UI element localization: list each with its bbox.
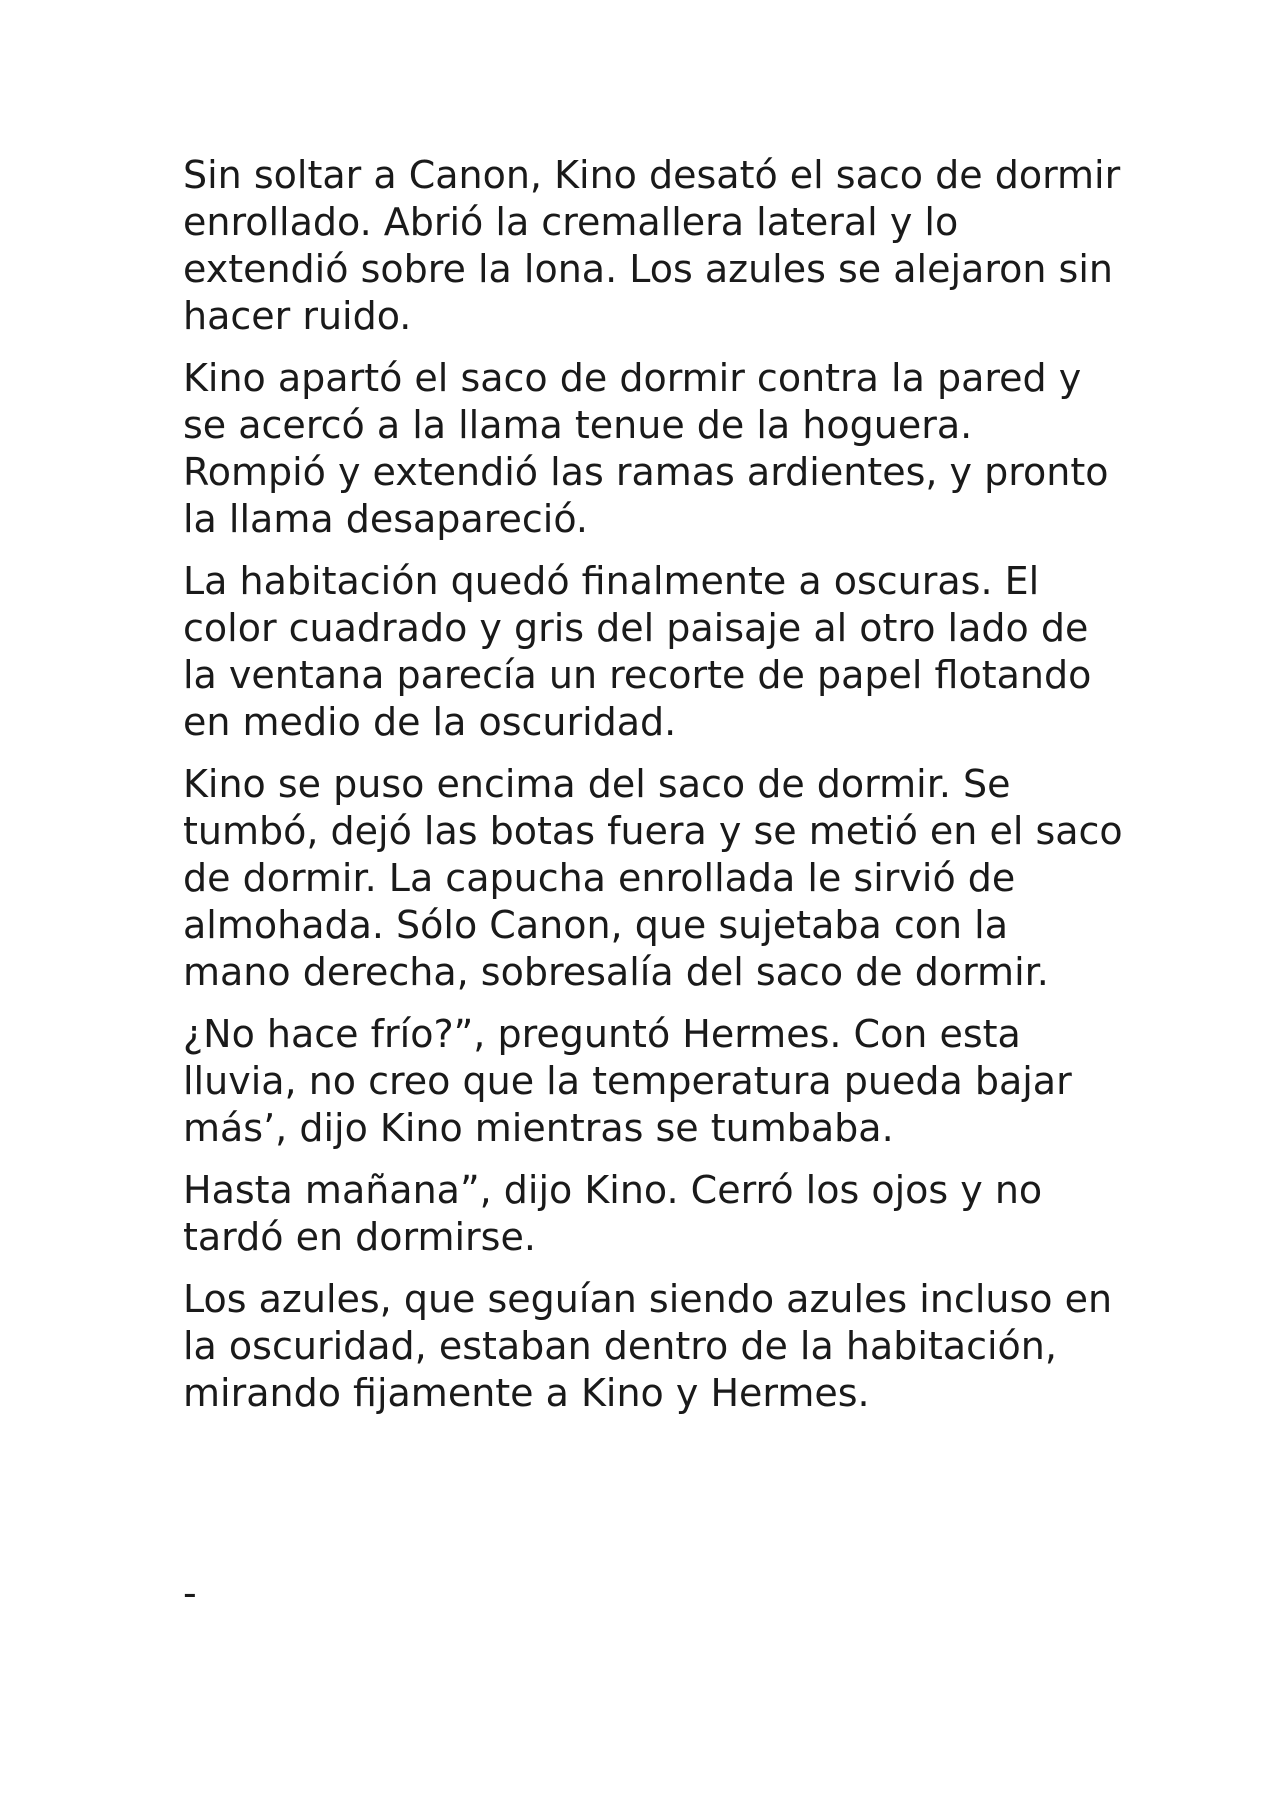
paragraph-1: Sin soltar a Canon, Kino desató el saco de dormir enrollado. Abrió la cremallera lateral y lo extendió sobre la lona. Los azules se alejaron sin hacer ruido.: [183, 153, 1121, 338]
paragraph-6: Hasta mañana”, dijo Kino. Cerró los ojos y no tardó en dormirse.: [183, 1168, 1043, 1259]
paragraph-3: La habitación quedó finalmente a oscuras. El color cuadrado y gris del paisaje al otro lado de la ventana parecía un recorte de papel flotando en medio de la oscuridad.: [183, 559, 1092, 744]
paragraph-4: Kino se puso encima del saco de dormir. Se tumbó, dejó las botas fuera y se metió en el saco de dormir. La capucha enrollada le sirvió de almohada. Sólo Canon, que sujetaba con la mano derecha, sobresalía del saco de dormir.: [183, 762, 1123, 994]
paragraph-2: Kino apartó el saco de dormir contra la pared y se acercó a la llama tenue de la hoguera. Rompió y extendió las ramas ardientes, y pronto la llama desapareció.: [183, 356, 1109, 541]
paragraph-5: ¿No hace frío?”, preguntó Hermes. Con esta lluvia, no creo que la temperatura pueda bajar más’, dijo Kino mientras se tumbaba.: [183, 1012, 1072, 1150]
paragraph-7: Los azules, que seguían siendo azules incluso en la oscuridad, estaban dentro de la habitación, mirando fijamente a Kino y Hermes.: [183, 1277, 1113, 1415]
body-text: [183, 152, 1123, 1432]
end-mark: -: [183, 1571, 197, 1615]
